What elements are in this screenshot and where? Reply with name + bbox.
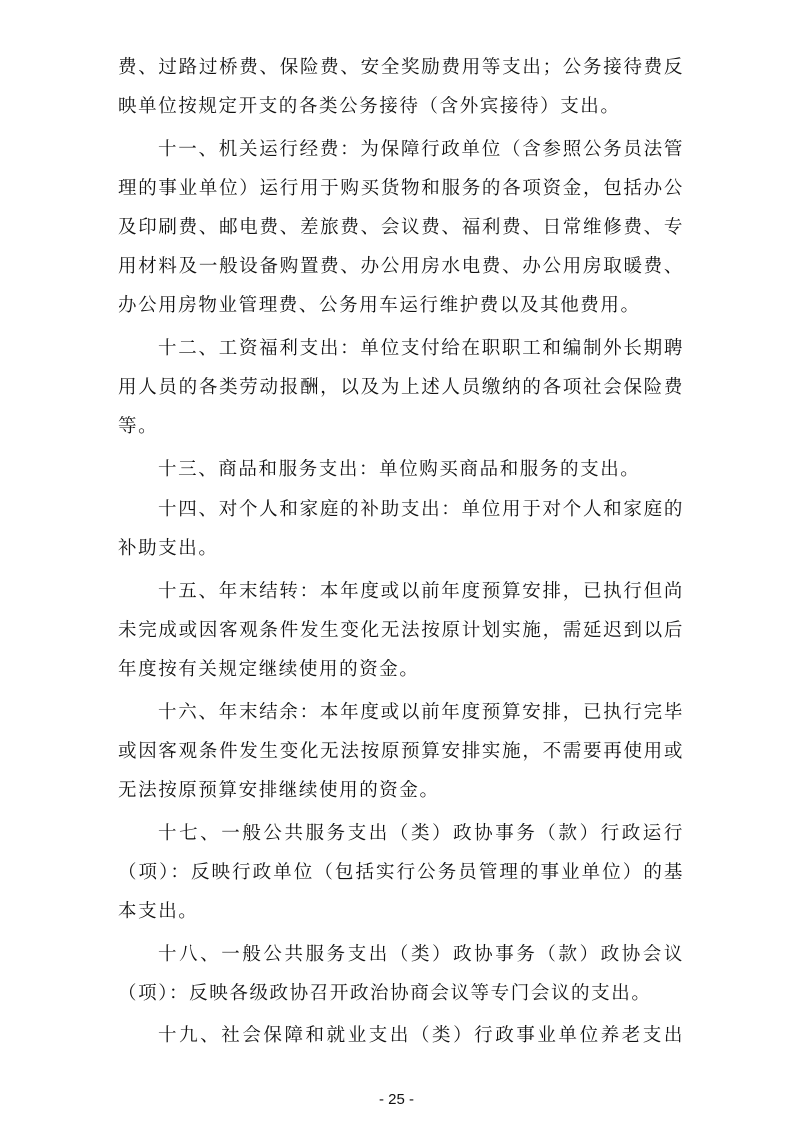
- text-line: 用材料及一般设备购置费、办公用房水电费、办公用房取暖费、: [118, 256, 684, 277]
- text-line: 费、过路过桥费、保险费、安全奖励费用等支出；公务接待费反: [118, 57, 684, 78]
- text-line: 本支出。: [118, 901, 199, 922]
- text-line: 办公用房物业管理费、公务用车运行维护费以及其他费用。: [118, 295, 641, 316]
- text-line: 年度按有关规定继续使用的资金。: [118, 659, 420, 680]
- paragraph-start-line: 十六、年末结余：本年度或以前年度预算安排，已执行完毕: [158, 702, 684, 723]
- text-line: 或因客观条件发生变化无法按原预算安排实施，不需要再使用或: [118, 741, 684, 762]
- text-line: 用人员的各类劳动报酬，以及为上述人员缴纳的各项社会保险费: [118, 377, 684, 398]
- text-line: （项）：反映行政单位（包括实行公务员管理的事业单位）的基: [118, 862, 684, 883]
- text-line: 无法按原预算安排继续使用的资金。: [118, 780, 440, 801]
- page-number: - 25 -: [378, 1091, 414, 1108]
- paragraph-start-line: 十五、年末结转：本年度或以前年度预算安排，已执行但尚: [158, 581, 684, 602]
- paragraph-start-line: 十九、社会保障和就业支出（类）行政事业单位养老支出: [158, 1025, 684, 1046]
- text-line: 及印刷费、邮电费、差旅费、会议费、福利费、日常维修费、专: [118, 217, 684, 238]
- paragraph-start-line: 十四、对个人和家庭的补助支出：单位用于对个人和家庭的: [158, 499, 684, 520]
- text-line: 理的事业单位）运行用于购买货物和服务的各项资金，包括办公: [118, 178, 684, 199]
- paragraph-start-line: 十二、工资福利支出：单位支付给在职职工和编制外长期聘: [158, 338, 684, 359]
- paragraph-start-line: 十七、一般公共服务支出（类）政协事务（款）行政运行: [158, 823, 684, 844]
- text-line: 未完成或因客观条件发生变化无法按原计划实施，需延迟到以后: [118, 620, 684, 641]
- text-line: 映单位按规定开支的各类公务接待（含外宾接待）支出。: [118, 96, 621, 117]
- paragraph-start-line: 十一、机关运行经费：为保障行政单位（含参照公务员法管: [158, 139, 684, 160]
- paragraph-start-line: 十三、商品和服务支出：单位购买商品和服务的支出。: [158, 459, 641, 480]
- paragraph-start-line: 十八、一般公共服务支出（类）政协事务（款）政协会议: [158, 944, 684, 965]
- text-line: （项）：反映各级政协召开政治协商会议等专门会议的支出。: [118, 983, 652, 1004]
- text-line: 等。: [118, 416, 159, 437]
- text-line: 补助支出。: [118, 538, 219, 559]
